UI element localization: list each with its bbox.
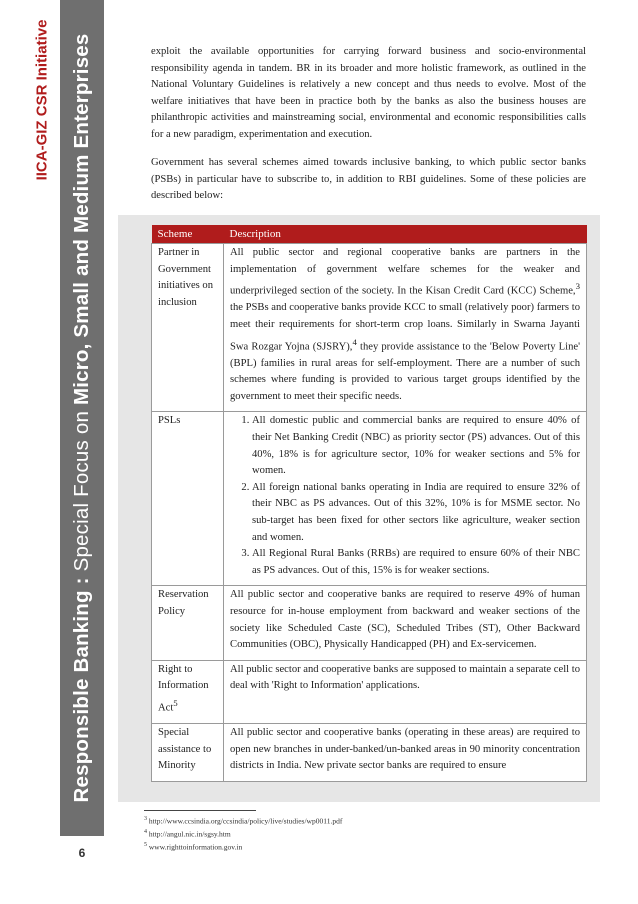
psl-list: [230, 413, 580, 579]
schemes-table: [151, 225, 587, 782]
table-row: [152, 412, 587, 586]
header-description: Description: [224, 225, 587, 244]
table-panel: [118, 215, 600, 802]
header-scheme: Scheme: [152, 225, 224, 244]
footnote: $^4$ http://angul.nic.in/sgsy.htm: [144, 829, 231, 839]
paragraph-intro: exploit the available opportunities for carrying forward business and socio-environmental responsibility agenda in tandem. BR in its broader and more holistic framework, as outlined in the National Voluntary Guidelines is relatively a new concept and thus needs to evolve. Most of the welfare initiatives that have been in practice both by the banks as also the business houses are philanthropic activities and mainstreaming social, environmental and economic responsibilities calls for a new paradigm, experimentation and execution.: [151, 46, 586, 140]
scheme-cell: PSLs: [152, 412, 224, 586]
scheme-cell: Special assistance to Minority: [152, 724, 224, 782]
footnote-link[interactable]: http://www.ccsindia.org/ccsindia/policy/live/studies/wp0011.pdf: [148, 816, 343, 826]
footnote-link[interactable]: www.righttoinformation.gov.in: [148, 842, 243, 852]
page-number: 6: [78, 846, 86, 860]
table-row: [152, 244, 587, 412]
scheme-cell: Reservation Policy: [152, 586, 224, 660]
footnote: $^3$ http://www.ccsindia.org/ccsindia/policy/live/studies/wp0011.pdf: [144, 816, 343, 826]
scheme-cell: Partner in Government initiatives on inclusion: [152, 244, 224, 412]
table-row: [152, 586, 587, 660]
table-row: [152, 724, 587, 782]
scheme-cell: Right to Information Act$^5$: [152, 660, 224, 723]
footnotes: [144, 814, 342, 853]
description-cell: [224, 412, 587, 586]
table-row: [152, 660, 587, 723]
list-item: 3. All Regional Rural Banks (RRBs) are required to ensure 60% of their NBC as PS advances. Out of this, 15% is for weaker sections.: [252, 546, 580, 579]
initiative-label: IICA-GIZ CSR Initiative: [33, 19, 51, 181]
footnote: $^5$ www.righttoinformation.gov.in: [144, 842, 243, 852]
paragraph-schemes: Government has several schemes aimed towards inclusive banking, to which public sector banks (PSBs) in particular have to subscribe to, in addition to RBI guidelines. Some of these policies are described below:: [151, 157, 586, 202]
description-cell: All public sector and cooperative banks (operating in these areas) are required to open new branches in under-banked/un-banked areas in 90 minority concentration districts in India. New private sector banks are required to ensure: [224, 724, 587, 782]
list-item: 1. All domestic public and commercial banks are required to ensure 40% of their Net Banking Credit (NBC) as priority sector (PS) advances. Out of this 40%, 18% is for agriculture sector, 10% for weaker sections and 5% for women.: [252, 413, 580, 479]
running-title: Responsible Banking : Special Focus on Micro, Small and Medium Enterprises: [70, 33, 93, 803]
list-item: 2. All foreign national banks operating in India are required to ensure 32% of their NBC as PS advances. Out of this 32%, 10% is for MSME sector. No sub-target has been fixed for other sectors like agriculture, weaker section and women.: [252, 480, 580, 546]
description-cell: All public sector and cooperative banks are required to reserve 49% of human resource for in-house employment from backward and weaker sections of the society like Scheduled Caste (SC), Scheduled Tribes (ST), Other Backward Communities (OBC), Physically Handicapped (PH) and Ex-servicemen.: [224, 586, 587, 660]
description-cell: All public sector and cooperative banks are supposed to maintain a separate cell to deal with 'Right to Information' applications.: [224, 660, 587, 723]
table-header-row: [152, 225, 587, 244]
footnote-link[interactable]: http://angul.nic.in/sgsy.htm: [148, 829, 231, 839]
footnote-divider: [144, 810, 256, 811]
description-cell: All public sector and regional cooperative banks are partners in the implementation of government welfare schemes for the weaker and underprivileged section of the society. In the Kisan Credit Card (KCC) Scheme,$^3$ the PSBs and cooperative banks provide KCC to small (relatively poor) farmers to meet their requirements for short-term crop loans. Similarly in Swarna Jayanti Swa Rozgar Yojna (SJSRY),$^4$ they provide assistance to the 'Below Poverty Line' (BPL) families in rural areas for self-employment. There are a number of such schemes where funding is provided to various target groups identified by the government to meet their specific needs.: [224, 244, 587, 412]
